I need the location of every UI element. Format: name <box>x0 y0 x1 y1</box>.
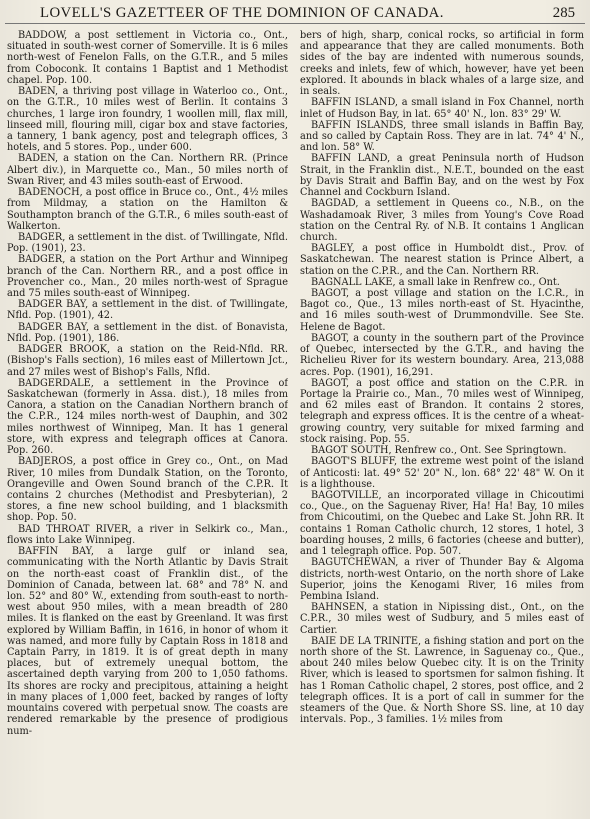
running-title: LOVELL'S GAZETTEER OF THE DOMINION OF CANADA. <box>40 5 444 21</box>
entry-bagot-man: BAGOT, a post office and station on the C.P.R. in Portage la Prairie co., Man., 70 miles west of Winnipeg, and 62 miles east of Brandon. It contains 2 stores, telegraph and express offices. It is the centre of a wheat-growing country, very suitable for mixed farming and stock raising. Pop. 55. <box>300 377 584 445</box>
entry-bad-throat-river: BAD THROAT RIVER, a river in Selkirk co., Man., flows into Lake Winnipeg. <box>7 523 288 546</box>
entry-bagot-county: BAGOT, a county in the southern part of the Province of Quebec, intersected by the G.T.R., and having the Richelieu River for its western boundary. Area, 213,088 acres. Pop. (1901), 16,291. <box>300 332 584 378</box>
entry-badjeros: BADJEROS, a post office in Grey co., Ont., on Mad River, 10 miles from Dundalk Station, on the Toronto, Orangeville and Owen Sound branch of the C.P.R. It contains 2 churches (Methodist and Presbyterian), 2 stores, a fine new school building, and 1 blacksmith shop. Pop. 50. <box>7 456 288 524</box>
entry-bahnsen: BAHNSEN, a station in Nipissing dist., Ont., on the C.P.R., 30 miles west of Sudbury, and 5 miles east of Cartier. <box>300 602 584 636</box>
entry-baffin-land: BAFFIN LAND, a great Peninsula north of Hudson Strait, in the Franklin dist., N.E.T., bounded on the east by Davis Strait and Baffin Bay, and on the west by Fox Channel and Cockburn Island. <box>300 153 584 199</box>
entry-bagot-south: BAGOT SOUTH, Renfrew co., Ont. See Springtown. <box>311 445 567 457</box>
entry-bagots-bluff: BAGOT'S BLUFF, the extreme west point of the island of Anticosti: lat. 49° 52' 20" N., lon. 68° 22' 48" W. On it is a lighthouse. <box>300 456 584 490</box>
entry-baffin-bay-continued: bers of high, sharp, conical rocks, so artificial in form and appearance that they are called monuments. Both sides of the bay are indented with numerous sounds, creeks and inlets, few of which, however, have yet been explored. It abounds in black whales of a large size, and in seals. <box>300 30 584 98</box>
entry-baffin-island: BAFFIN ISLAND, a small island in Fox Channel, north inlet of Hudson Bay, in lat. 65° 40' N., lon. 83° 29' W. <box>300 97 584 120</box>
entry-baddow: BADDOW, a post settlement in Victoria co., Ont., situated in south-west corner of Somerville. It is 6 miles north-west of Fenelon Falls, on the G.T.R., and 5 miles from Coboconk. It contains 1 Baptist and 1 Methodist chapel. Pop. 100. <box>7 30 288 86</box>
entry-bagutchewan: BAGUTCHEWAN, a river of Thunder Bay & Algoma districts, north-west Ontario, on the north shore of Lake Superior, joins the Kenogami River, 16 miles from Pembina Island. <box>300 557 584 602</box>
entry-baffin-bay: BAFFIN BAY, a large gulf or inland sea, communicating with the North Atlantic by Davis Strait on the north-east coast of Franklin dist., of the Dominion of Canada, between lat. 68° and 78° N. and lon. 52° and 80° W., extending from south-east to north-west about 950 miles, with a mean breadth of 280 miles. It is flanked on the east by Greenland. It was first explored by William Baffin, in 1616, in honor of whom it was named, and more fully by Captain Ross in 1818 and Captain Parry, in 1819. It is of great depth in many places, but of extremely unequal bottom, the ascertained depth varying from 200 to 1,050 fathoms. Its shores are rocky and precipitous, attaining a height in many places of 1,000 feet, backed by ranges of lofty mountains covered with perpetual snow. The coasts are rendered remarkable by the presence of prodigious num- <box>7 546 288 737</box>
entry-baie-de-la-trinite: BAIE DE LA TRINITE, a fishing station and port on the north shore of the St. Lawrence, in Saguenay co., Que., about 240 miles below Quebec city. It is on the Trinity River, which is leased to sportsmen for salmon fishing. It has 1 Roman Catholic chapel, 2 stores, post office, and 2 telegraph offices. It is a port of call in summer for the steamers of the Que. & North Shore SS. line, at 10 day intervals. Pop., 3 families. 1½ miles from <box>300 635 584 726</box>
entry-bagotville: BAGOTVILLE, an incorporated village in Chicoutimi co., Que., on the Saguenay River, Ha! Ha! Bay, 10 miles from Chicoutimi, on the Quebec and Lake St. John RR. It contains 1 Roman Catholic church, 12 stores, 1 hotel, 3 boarding houses, 2 mills, 6 factories (cheese and butter), and 1 telegraph office. Pop. 507. <box>300 489 584 558</box>
entry-badger-bay-bonavista: BADGER BAY, a settlement in the dist. of Bonavista, Nfld. Pop. (1901), 186. <box>7 321 288 344</box>
entry-bagot-village: BAGOT, a post village and station on the I.C.R., in Bagot co., Que., 13 miles north-east of St. Hyacinthe, and 16 miles south-west of Drummondville. See Ste. Helene de Bagot. <box>300 288 584 333</box>
entry-bagnall-lake: BAGNALL LAKE, a small lake in Renfrew co., Ont. <box>311 276 560 288</box>
entry-baffin-islands: BAFFIN ISLANDS, three small islands in Baffin Bay, and so called by Captain Ross. They are in lat. 74° 4' N., and lon. 58° W. <box>300 119 584 154</box>
entry-badger-settlement: BADGER, a settlement in the dist. of Twillingate, Nfld. Pop. (1901), 23. <box>7 231 288 255</box>
page-number: 285 <box>552 5 575 21</box>
page-header <box>40 5 585 23</box>
entry-baden-man: BADEN, a station on the Can. Northern RR. (Prince Albert div.), in Marquette co., Man., 50 miles north of Swan River, and 43 miles south-east of Erwood. <box>7 153 288 187</box>
right-column <box>300 30 584 816</box>
entry-bagdad: BAGDAD, a settlement in Queens co., N.B., on the Washadamoak River, 3 miles from Young's Cove Road station on the Central Ry. of N.B. It contains 1 Anglican church. <box>300 198 584 243</box>
entry-badenoch: BADENOCH, a post office in Bruce co., Ont., 4½ miles from Mildmay, a station on the Hamilton & Southampton branch of the G.T.R., 6 miles south-east of Walkerton. <box>7 187 288 232</box>
entry-badger-brook: BADGER BROOK, a station on the Reid-Nfld. RR. (Bishop's Falls section), 16 miles east of Millertown Jct., and 27 miles west of Bishop's Falls, Nfld. <box>7 344 288 378</box>
entry-baden-ont: BADEN, a thriving post village in Waterloo co., Ont., on the G.T.R., 10 miles west of Berlin. It contains 3 churches, 1 large iron foundry, 1 woollen mill, flax mill, linseed mill, flouring mill, cigar box and stave factories, a tannery, 1 bank agency, post and telegraph offices, 3 hotels, and 5 stores. Pop., under 600. <box>7 86 288 154</box>
header-rule <box>5 23 585 24</box>
entry-badgerdale: BADGERDALE, a settlement in the Province of Saskatchewan (formerly in Assa. dist.), 18 miles from Canora, a station on the Canadian Northern branch of the C.P.R., 124 miles north-west of Dauphin, and 302 miles northwest of Winnipeg, Man. It has 1 general store, with express and telegraph offices at Canora. Pop. 260. <box>7 377 288 457</box>
left-column <box>7 30 288 816</box>
entry-badger-bay-twillingate: BADGER BAY, a settlement in the dist. of Twillingate, Nfld. Pop. (1901), 42. <box>7 299 288 322</box>
entry-bagley: BAGLEY, a post office in Humboldt dist., Prov. of Saskatchewan. The nearest station is Prince Albert, a station on the C.P.R., and the Can. Northern RR. <box>300 243 584 277</box>
entry-badger-station: BADGER, a station on the Port Arthur and Winnipeg branch of the Can. Northern RR., and a post office in Provencher co., Man., 20 miles north-west of Sprague and 75 miles south-east of Winnipeg. <box>7 254 288 300</box>
